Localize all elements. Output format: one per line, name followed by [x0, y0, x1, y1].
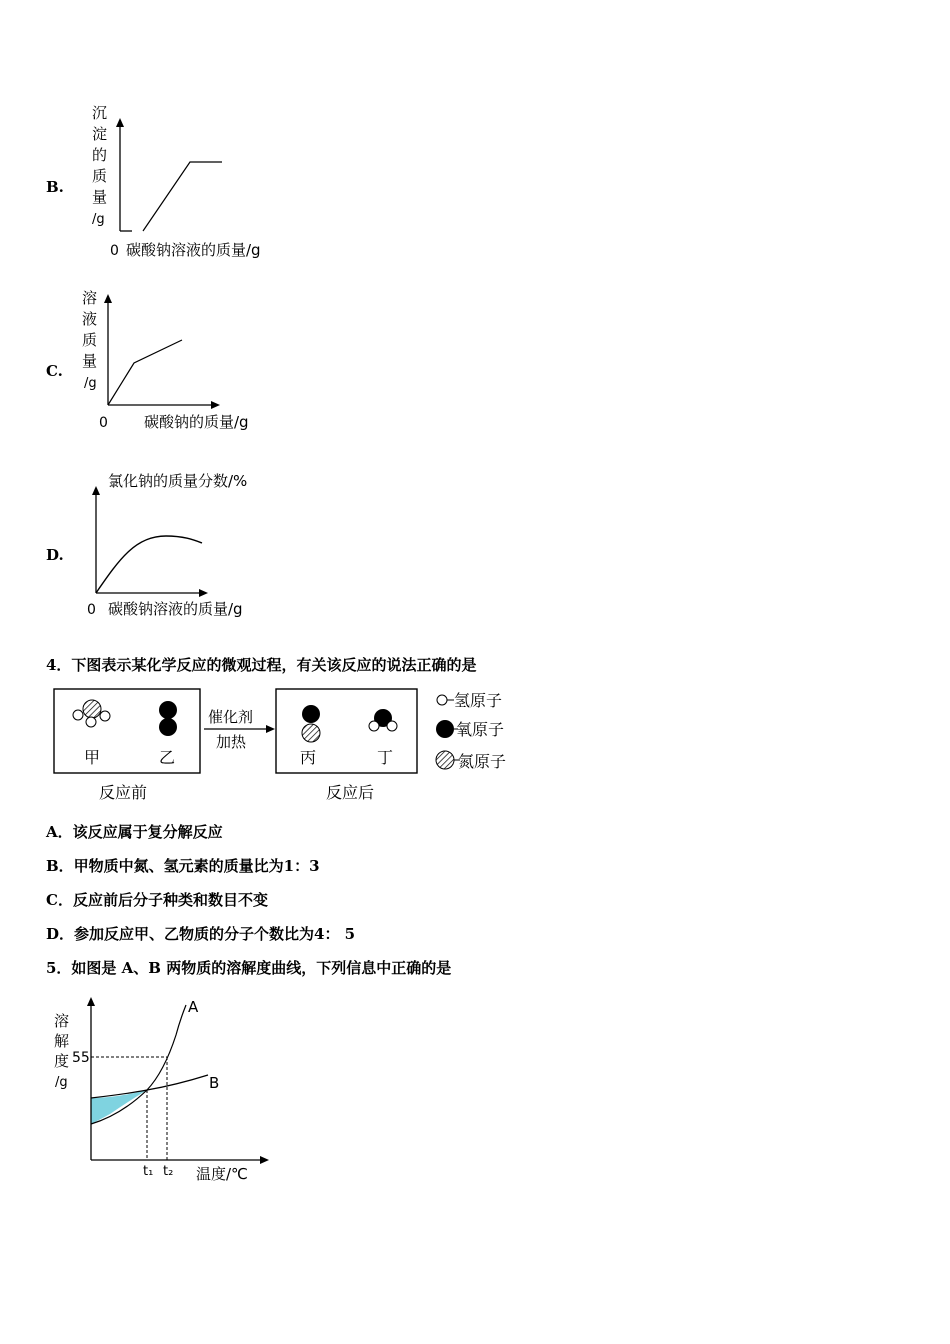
graph-c-x-label: 碳酸钠的质量/g: [144, 413, 249, 431]
graph-c-y-char: 液: [82, 310, 98, 328]
label-bing: 丙: [300, 748, 317, 767]
option-b-label: B.: [46, 178, 64, 196]
q4-stem: 4．下图表示某化学反应的微观过程，有关该反应的说法正确的是: [46, 656, 477, 674]
graph-b-y-char: 沉: [92, 104, 108, 122]
graph-d-y-arrow: [92, 486, 100, 495]
graph-b-y-char: 质: [92, 167, 108, 185]
graph-d-y-label: 氯化钠的质量分数/%: [108, 472, 248, 490]
before-box: [54, 689, 200, 773]
reaction-arrow-head: [266, 725, 275, 733]
graph-c: [76, 284, 286, 439]
graph-b-y-char: 量: [92, 188, 108, 206]
graph-b-x-label: 碳酸钠溶液的质量/g: [126, 241, 261, 259]
solubility-y-char: 解: [54, 1032, 70, 1050]
option-c-label: C.: [46, 362, 63, 380]
graph-d-origin: 0: [87, 602, 96, 618]
graph-c-y-char: /g: [84, 376, 97, 391]
label-jia: 甲: [84, 748, 101, 767]
condition-top: 催化剂: [208, 708, 254, 726]
graph-b-origin: 0: [110, 243, 119, 259]
solubility-y-char: 溶: [54, 1012, 70, 1030]
graph-d: [80, 468, 280, 628]
graph-c-y-char: 质: [82, 331, 98, 349]
x-axis-label: 温度/℃: [196, 1165, 248, 1183]
q5-stem: 5．如图是 A、B 两物质的溶解度曲线，下列信息中正确的是: [46, 959, 452, 977]
solubility-y-char: 度: [54, 1052, 70, 1070]
solubility-y-char: /g: [55, 1075, 68, 1090]
shaded-region: [91, 1090, 147, 1124]
q4-option-d[interactable]: D．参加反应甲、乙物质的分子个数比为4： 5: [46, 925, 356, 943]
t1-label: t₁: [143, 1164, 154, 1179]
x-axis-arrow: [260, 1156, 269, 1164]
molecule-yi: [159, 701, 177, 736]
curve-a-label: A: [188, 998, 199, 1016]
graph-c-y-char: 量: [82, 352, 98, 370]
molecule-ding: [369, 709, 397, 731]
graph-c-y-label: [82, 289, 97, 391]
solubility-y-label: [54, 1012, 69, 1090]
graph-d-x-label: 碳酸钠溶液的质量/g: [108, 600, 243, 618]
graph-b-y-char: 的: [92, 146, 108, 164]
label-yi: 乙: [159, 748, 176, 767]
t2-label: t₂: [163, 1164, 174, 1179]
solubility-graph: [46, 990, 286, 1190]
graph-c-y-char: 溶: [82, 289, 98, 307]
graph-c-y-arrow: [104, 294, 112, 303]
option-d-label: D.: [46, 546, 64, 564]
graph-b-y-char: /g: [92, 212, 105, 227]
graph-c-x-arrow: [211, 401, 220, 409]
graph-b-curve: [143, 162, 222, 231]
molecule-bing: [302, 705, 320, 742]
condition-bottom: 加热: [216, 733, 247, 751]
q4-option-a[interactable]: A．该反应属于复分解反应: [46, 823, 223, 841]
molecule-jia: [73, 700, 110, 727]
graph-c-curve: [108, 340, 182, 405]
legend: [436, 691, 506, 771]
graph-b-y-arrow: [116, 118, 124, 127]
caption-before: 反应前: [99, 783, 148, 802]
legend-o-label: 氧原子: [456, 720, 505, 739]
legend-h-label: 氢原子: [454, 691, 503, 710]
curve-b-label: B: [209, 1074, 220, 1092]
graph-c-origin: 0: [99, 415, 108, 431]
graph-d-curve: [96, 536, 202, 593]
graph-b: [80, 98, 300, 263]
q4-option-b[interactable]: B．甲物质中氮、氢元素的质量比为1：3: [46, 857, 320, 875]
graph-b-y-label: [92, 104, 107, 227]
y-tick-55: 55: [72, 1050, 90, 1066]
legend-o-icon: [436, 720, 454, 738]
caption-after: 反应后: [326, 783, 375, 802]
graph-b-y-char: 淀: [92, 125, 108, 143]
y-axis-arrow: [87, 997, 95, 1006]
after-box: [276, 689, 417, 773]
legend-h-icon: [437, 695, 447, 705]
q4-reaction-diagram: [44, 682, 544, 807]
label-ding: 丁: [377, 748, 394, 767]
q4-option-c[interactable]: C．反应前后分子种类和数目不变: [46, 891, 268, 909]
graph-d-x-arrow: [199, 589, 208, 597]
legend-n-icon: [436, 751, 454, 769]
legend-n-label: 氮原子: [458, 752, 507, 771]
